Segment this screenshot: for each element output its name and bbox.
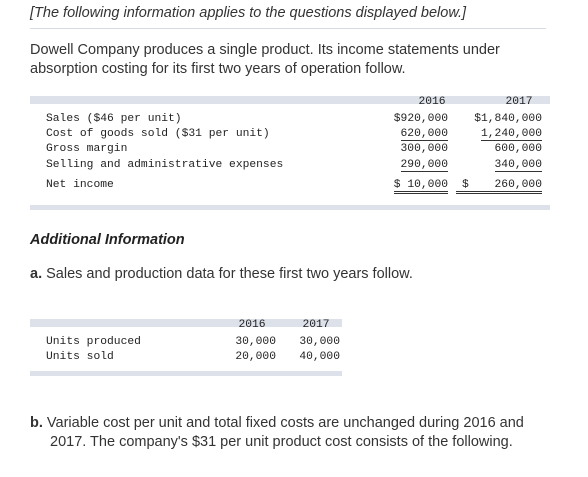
row-selling-admin-label: Selling and administrative expenses [46,159,284,171]
top-divider [30,28,546,29]
table-header-bar [30,96,550,104]
row-gross-margin-label: Gross margin [46,143,128,155]
units-produced-2017: 30,000 [299,336,340,348]
row-selling-admin-2017: 340,000 [494,159,542,171]
row-net-income-2016: $ 10,000 [394,179,448,194]
prod-year-2017-header: 2017 [302,319,330,331]
row-gross-margin-2017: 600,000 [494,143,542,155]
row-cogs-label: Cost of goods sold ($31 per unit) [46,128,270,140]
row-net-income-2017-sign: $ [462,179,469,191]
item-a-marker: a. [30,266,43,282]
year-2017-header: 2017 [505,96,533,108]
row-sales-2016: $920,000 [393,113,448,125]
item-b-text: Variable cost per unit and total fixed costs are unchanged during 2016 and 2017. The company's $31 per unit product cost consists of the following. [46,415,524,450]
row-selling-admin-2016: 290,000 [400,159,448,171]
row-net-income-label: Net income [46,179,114,191]
item-b-marker: b. [30,415,43,431]
production-footer-bar [30,371,342,376]
row-cogs-2017: 1,240,000 [480,128,542,140]
row-gross-margin-2016: 300,000 [400,143,448,155]
item-a-text: Sales and production data for these first two years follow. [46,266,413,282]
description-text: Dowell Company produces a single product. Its income statements under absorption costing for its first two years of operation follow. [30,42,500,77]
additional-info-heading: Additional Information [30,232,185,248]
prod-year-2016-header: 2016 [238,319,266,331]
units-sold-2016: 20,000 [235,351,276,363]
year-2016-header: 2016 [418,96,446,108]
production-table [30,319,342,377]
row-sales-label: Sales ($46 per unit) [46,113,182,125]
income-statement-table [30,96,550,212]
row-cogs-2016: 620,000 [400,128,448,140]
units-sold-label: Units sold [46,351,114,363]
units-produced-2016: 30,000 [235,336,276,348]
units-produced-label: Units produced [46,336,141,348]
item-a [30,265,550,284]
units-sold-2017: 40,000 [299,351,340,363]
row-sales-2017: $1,840,000 [474,113,542,125]
item-b [30,414,560,452]
row-net-income-2017: 260,000 [494,179,542,191]
intro-note: [The following information applies to the questions displayed below.] [30,5,467,21]
table-footer-bar [30,205,550,210]
